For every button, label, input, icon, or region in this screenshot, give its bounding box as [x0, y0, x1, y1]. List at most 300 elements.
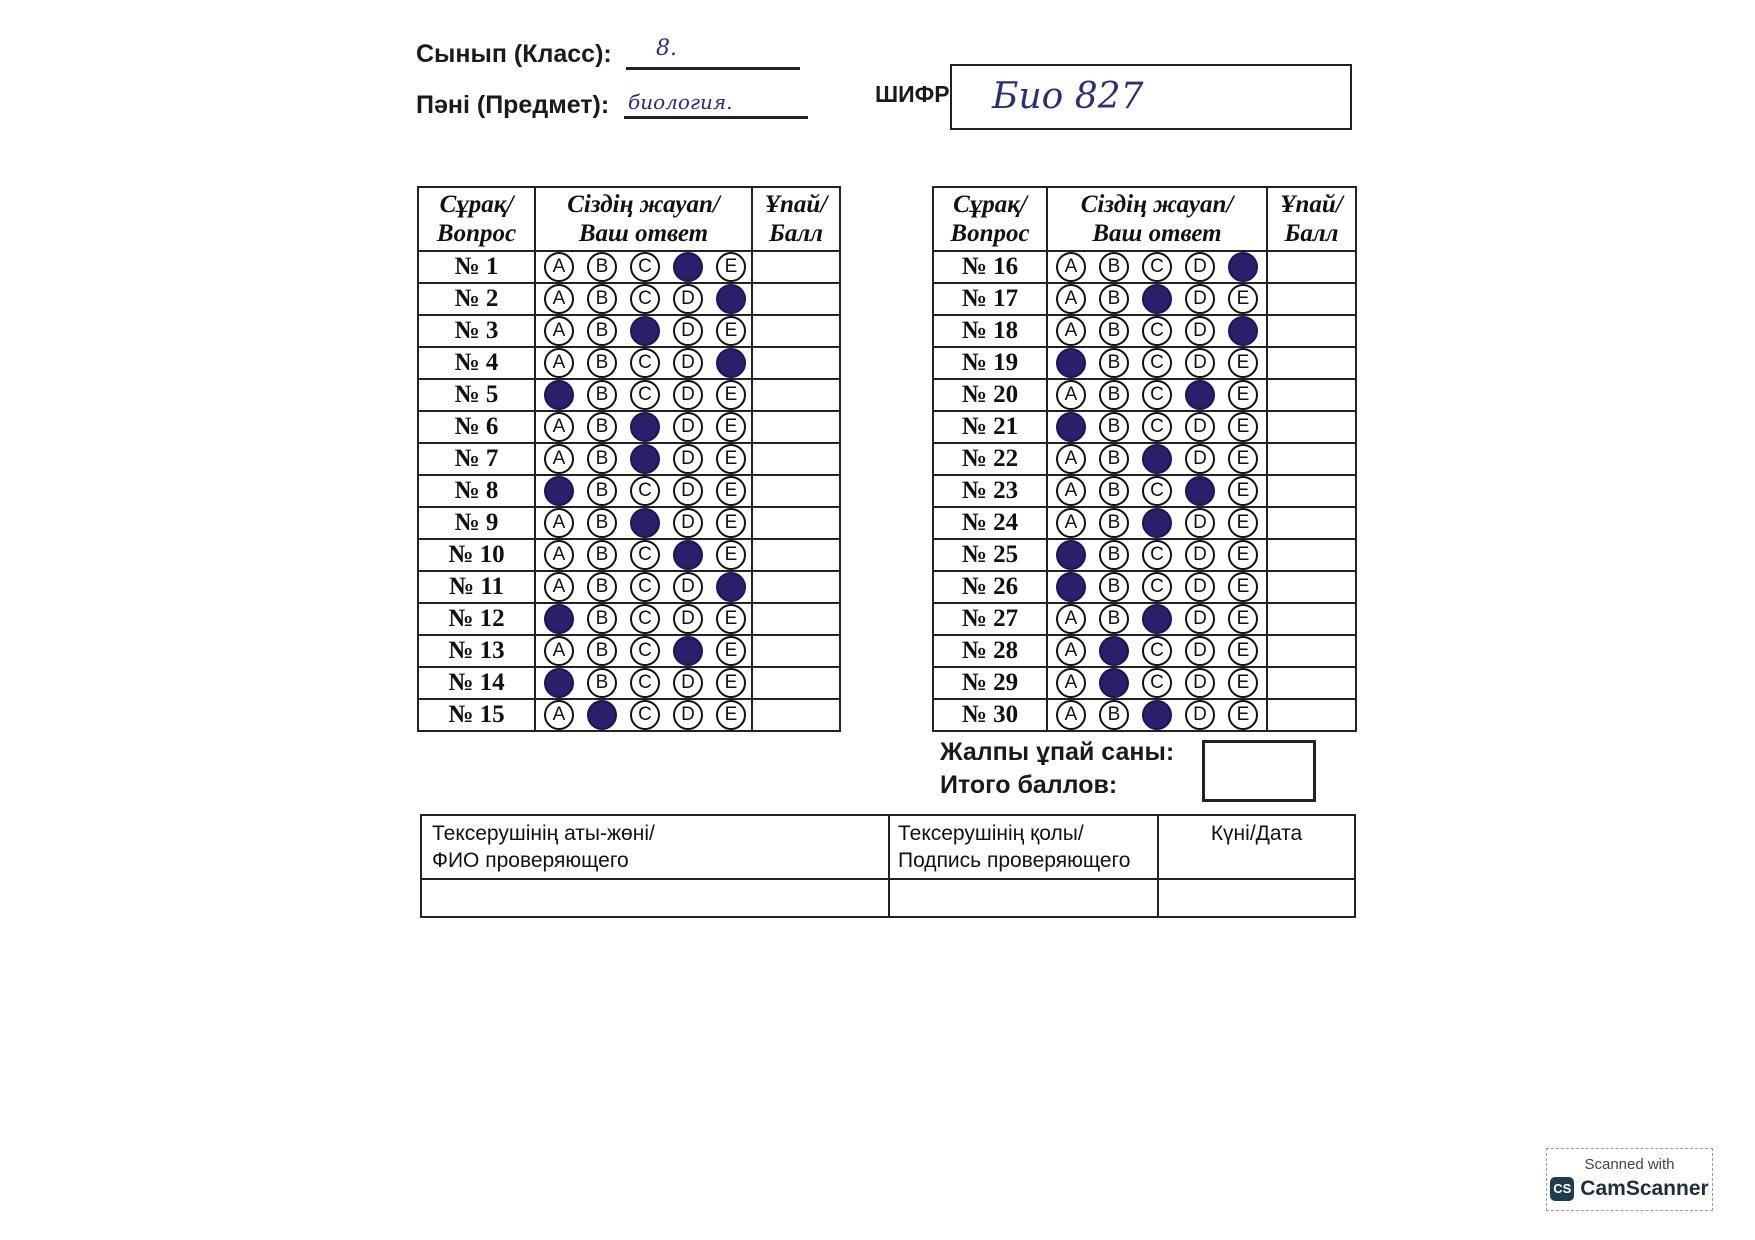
option-bubble-a[interactable]: A: [1056, 348, 1086, 378]
option-bubble-a[interactable]: A: [1056, 284, 1086, 314]
option-bubble-d[interactable]: D: [1185, 700, 1215, 730]
option-bubble-c[interactable]: C: [630, 380, 660, 410]
option-bubble-b[interactable]: B: [587, 668, 617, 698]
option-bubble-c[interactable]: C: [630, 444, 660, 474]
answer-options: [535, 347, 752, 379]
answer-row: [418, 379, 840, 411]
option-bubble-e[interactable]: E: [716, 636, 746, 666]
table-header-row: [418, 187, 840, 251]
option-bubble-c[interactable]: C: [1142, 476, 1172, 506]
question-number: № 4: [418, 347, 535, 379]
option-bubble-a[interactable]: A: [544, 412, 574, 442]
option-bubble-a[interactable]: A: [544, 348, 574, 378]
option-bubble-c[interactable]: C: [630, 252, 660, 282]
answer-options: [535, 475, 752, 507]
answer-row: [418, 443, 840, 475]
option-bubble-d[interactable]: D: [1185, 444, 1215, 474]
option-bubble-d[interactable]: D: [1185, 540, 1215, 570]
answer-row: [933, 699, 1356, 731]
answer-options: [1047, 443, 1267, 475]
subject-label: Пәні (Предмет):: [416, 91, 610, 119]
score-cell[interactable]: [752, 539, 840, 571]
answer-row: [933, 315, 1356, 347]
option-bubble-a[interactable]: A: [1056, 604, 1086, 634]
option-bubble-e[interactable]: E: [716, 444, 746, 474]
question-number: № 3: [418, 315, 535, 347]
option-bubble-d[interactable]: D: [673, 636, 703, 666]
option-bubble-e[interactable]: E: [716, 508, 746, 538]
option-bubble-c[interactable]: C: [630, 476, 660, 506]
watermark-brand: CamScanner: [1580, 1177, 1709, 1200]
option-bubble-c[interactable]: C: [1142, 572, 1172, 602]
option-bubble-a[interactable]: A: [1056, 668, 1086, 698]
answer-options: [1047, 475, 1267, 507]
question-number: № 26: [933, 571, 1047, 603]
option-bubble-d[interactable]: D: [673, 476, 703, 506]
question-number: № 22: [933, 443, 1047, 475]
cipher-label: ШИФР: [875, 81, 950, 107]
option-bubble-b[interactable]: B: [1099, 284, 1129, 314]
answer-row: [933, 379, 1356, 411]
question-number: № 1: [418, 251, 535, 283]
answer-options: [535, 379, 752, 411]
option-bubble-e[interactable]: E: [1228, 412, 1258, 442]
subject-value: биология.: [628, 90, 733, 114]
option-bubble-b[interactable]: B: [1099, 636, 1129, 666]
option-bubble-d[interactable]: D: [1185, 348, 1215, 378]
total-score-label: [940, 736, 1174, 802]
option-bubble-a[interactable]: A: [1056, 476, 1086, 506]
option-bubble-d[interactable]: D: [1185, 476, 1215, 506]
option-bubble-d[interactable]: D: [673, 444, 703, 474]
option-bubble-e[interactable]: E: [1228, 476, 1258, 506]
total-label-kz: Жалпы ұпай саны:: [940, 738, 1175, 766]
question-number: № 6: [418, 411, 535, 443]
score-cell[interactable]: [752, 347, 840, 379]
option-bubble-a[interactable]: A: [544, 604, 574, 634]
reviewer-table: [420, 814, 1356, 918]
option-bubble-d[interactable]: D: [673, 348, 703, 378]
score-cell[interactable]: [752, 571, 840, 603]
reviewer-entry-row: [421, 879, 1355, 917]
option-bubble-a[interactable]: A: [544, 380, 574, 410]
option-bubble-d[interactable]: D: [1185, 316, 1215, 346]
option-bubble-b[interactable]: B: [587, 316, 617, 346]
option-bubble-a[interactable]: A: [544, 540, 574, 570]
option-bubble-d[interactable]: D: [673, 668, 703, 698]
option-bubble-c[interactable]: C: [630, 316, 660, 346]
answer-row: [418, 411, 840, 443]
question-number: № 25: [933, 539, 1047, 571]
option-bubble-d[interactable]: D: [1185, 636, 1215, 666]
option-bubble-c[interactable]: C: [1142, 252, 1172, 282]
score-cell[interactable]: [752, 283, 840, 315]
question-number: № 23: [933, 475, 1047, 507]
option-bubble-e[interactable]: E: [1228, 252, 1258, 282]
option-bubble-b[interactable]: B: [1099, 700, 1129, 730]
score-cell[interactable]: [752, 443, 840, 475]
option-bubble-a[interactable]: A: [544, 636, 574, 666]
answer-row: [418, 251, 840, 283]
reviewer-name-header: Тексерушінің аты-жөні/ ФИО проверяющего: [421, 815, 889, 879]
option-bubble-b[interactable]: B: [587, 412, 617, 442]
option-bubble-a[interactable]: A: [1056, 380, 1086, 410]
option-bubble-b[interactable]: B: [587, 636, 617, 666]
option-bubble-d[interactable]: D: [1185, 252, 1215, 282]
answer-options: [1047, 507, 1267, 539]
option-bubble-b[interactable]: B: [587, 284, 617, 314]
option-bubble-e[interactable]: E: [716, 572, 746, 602]
score-cell[interactable]: [1267, 571, 1356, 603]
answer-options: [1047, 539, 1267, 571]
answer-options: [535, 251, 752, 283]
option-bubble-b[interactable]: B: [587, 604, 617, 634]
question-number: № 13: [418, 635, 535, 667]
answer-options: [535, 539, 752, 571]
score-cell[interactable]: [1267, 283, 1356, 315]
option-bubble-c[interactable]: C: [630, 636, 660, 666]
answer-row: [418, 571, 840, 603]
answer-row: [418, 699, 840, 731]
answer-options: [1047, 667, 1267, 699]
score-cell[interactable]: [1267, 699, 1356, 731]
option-bubble-c[interactable]: C: [1142, 444, 1172, 474]
score-cell[interactable]: [1267, 443, 1356, 475]
answer-options: [1047, 699, 1267, 731]
score-cell[interactable]: [1267, 635, 1356, 667]
option-bubble-c[interactable]: C: [1142, 700, 1172, 730]
option-bubble-a[interactable]: A: [1056, 252, 1086, 282]
answer-options: [1047, 379, 1267, 411]
option-bubble-b[interactable]: B: [587, 540, 617, 570]
option-bubble-c[interactable]: C: [1142, 636, 1172, 666]
option-bubble-c[interactable]: C: [630, 604, 660, 634]
answer-row: [418, 475, 840, 507]
question-header: Сұрақ/ Вопрос: [933, 187, 1047, 251]
option-bubble-b[interactable]: B: [1099, 540, 1129, 570]
answer-options: [535, 315, 752, 347]
question-number: № 28: [933, 635, 1047, 667]
option-bubble-e[interactable]: E: [1228, 380, 1258, 410]
total-score-box: [1202, 740, 1316, 802]
option-bubble-b[interactable]: B: [1099, 572, 1129, 602]
score-cell[interactable]: [1267, 603, 1356, 635]
option-bubble-d[interactable]: D: [1185, 380, 1215, 410]
option-bubble-b[interactable]: B: [587, 348, 617, 378]
option-bubble-c[interactable]: C: [630, 540, 660, 570]
option-bubble-b[interactable]: B: [1099, 668, 1129, 698]
answer-options: [1047, 603, 1267, 635]
option-bubble-a[interactable]: A: [1056, 636, 1086, 666]
question-number: № 2: [418, 283, 535, 315]
option-bubble-d[interactable]: D: [673, 316, 703, 346]
score-cell[interactable]: [752, 603, 840, 635]
option-bubble-c[interactable]: C: [1142, 316, 1172, 346]
answer-row: [933, 507, 1356, 539]
question-number: № 30: [933, 699, 1047, 731]
question-number: № 29: [933, 667, 1047, 699]
option-bubble-c[interactable]: C: [630, 284, 660, 314]
option-bubble-c[interactable]: C: [1142, 668, 1172, 698]
option-bubble-b[interactable]: B: [1099, 604, 1129, 634]
score-cell[interactable]: [752, 251, 840, 283]
camscanner-watermark: [1546, 1148, 1713, 1211]
option-bubble-b[interactable]: B: [1099, 444, 1129, 474]
answer-table-right: [932, 186, 1357, 732]
question-number: № 17: [933, 283, 1047, 315]
answer-row: [418, 315, 840, 347]
class-field: [626, 34, 800, 70]
answer-options: [1047, 571, 1267, 603]
option-bubble-e[interactable]: E: [716, 348, 746, 378]
answer-table-left: [417, 186, 841, 732]
option-bubble-c[interactable]: C: [630, 572, 660, 602]
option-bubble-b[interactable]: B: [1099, 252, 1129, 282]
option-bubble-c[interactable]: C: [1142, 412, 1172, 442]
question-number: № 9: [418, 507, 535, 539]
answer-options: [1047, 315, 1267, 347]
table-header-row: [933, 187, 1356, 251]
option-bubble-a[interactable]: A: [544, 284, 574, 314]
option-bubble-c[interactable]: C: [630, 508, 660, 538]
answer-options: [1047, 347, 1267, 379]
answer-row: [933, 251, 1356, 283]
option-bubble-a[interactable]: A: [1056, 572, 1086, 602]
option-bubble-e[interactable]: E: [716, 252, 746, 282]
answer-row: [418, 603, 840, 635]
option-bubble-e[interactable]: E: [1228, 508, 1258, 538]
date-cell: [1158, 879, 1355, 917]
option-bubble-c[interactable]: C: [1142, 540, 1172, 570]
total-label-ru: Итого баллов:: [940, 771, 1118, 799]
option-bubble-e[interactable]: E: [716, 668, 746, 698]
answer-row: [418, 347, 840, 379]
answer-row: [933, 667, 1356, 699]
answer-row: [418, 635, 840, 667]
option-bubble-c[interactable]: C: [630, 412, 660, 442]
reviewer-signature-header: Тексерушінің қолы/ Подпись проверяющего: [889, 815, 1158, 879]
option-bubble-e[interactable]: E: [716, 284, 746, 314]
option-bubble-d[interactable]: D: [673, 412, 703, 442]
score-cell[interactable]: [752, 699, 840, 731]
option-bubble-d[interactable]: D: [1185, 412, 1215, 442]
question-number: № 11: [418, 571, 535, 603]
option-bubble-a[interactable]: A: [1056, 700, 1086, 730]
reviewer-header-row: [421, 815, 1355, 879]
option-bubble-c[interactable]: C: [1142, 508, 1172, 538]
option-bubble-b[interactable]: B: [1099, 412, 1129, 442]
option-bubble-d[interactable]: D: [673, 540, 703, 570]
score-header: Ұпай/ Балл: [752, 187, 840, 251]
option-bubble-b[interactable]: B: [1099, 380, 1129, 410]
cipher-value: Био 827: [992, 76, 1144, 117]
score-cell[interactable]: [1267, 411, 1356, 443]
option-bubble-a[interactable]: A: [544, 700, 574, 730]
option-bubble-d[interactable]: D: [673, 700, 703, 730]
answer-options: [535, 635, 752, 667]
option-bubble-c[interactable]: C: [1142, 380, 1172, 410]
score-cell[interactable]: [1267, 507, 1356, 539]
option-bubble-a[interactable]: A: [1056, 412, 1086, 442]
option-bubble-a[interactable]: A: [544, 572, 574, 602]
question-number: № 5: [418, 379, 535, 411]
option-bubble-e[interactable]: E: [716, 412, 746, 442]
option-bubble-e[interactable]: E: [1228, 316, 1258, 346]
cipher-box: [950, 64, 1352, 130]
option-bubble-d[interactable]: D: [1185, 572, 1215, 602]
score-cell[interactable]: [1267, 667, 1356, 699]
option-bubble-c[interactable]: C: [1142, 348, 1172, 378]
answer-row: [418, 507, 840, 539]
option-bubble-d[interactable]: D: [1185, 668, 1215, 698]
option-bubble-b[interactable]: B: [587, 508, 617, 538]
option-bubble-c[interactable]: C: [1142, 284, 1172, 314]
question-number: № 20: [933, 379, 1047, 411]
option-bubble-d[interactable]: D: [673, 572, 703, 602]
question-number: № 27: [933, 603, 1047, 635]
option-bubble-c[interactable]: C: [630, 668, 660, 698]
option-bubble-a[interactable]: A: [544, 476, 574, 506]
option-bubble-e[interactable]: E: [716, 380, 746, 410]
watermark-brand-row: [1547, 1177, 1712, 1201]
answer-row: [933, 411, 1356, 443]
option-bubble-e[interactable]: E: [1228, 348, 1258, 378]
score-cell[interactable]: [1267, 379, 1356, 411]
class-label: Сынып (Класс):: [416, 40, 612, 68]
option-bubble-e[interactable]: E: [1228, 700, 1258, 730]
option-bubble-d[interactable]: D: [673, 252, 703, 282]
answer-options: [535, 667, 752, 699]
score-cell[interactable]: [752, 507, 840, 539]
option-bubble-c[interactable]: C: [630, 700, 660, 730]
score-cell[interactable]: [1267, 347, 1356, 379]
answer-row: [933, 443, 1356, 475]
answer-options: [535, 411, 752, 443]
question-number: № 15: [418, 699, 535, 731]
reviewer-signature-cell: [889, 879, 1158, 917]
subject-field: [624, 84, 808, 119]
option-bubble-b[interactable]: B: [1099, 508, 1129, 538]
option-bubble-a[interactable]: A: [544, 252, 574, 282]
question-number: № 18: [933, 315, 1047, 347]
answer-header: Сіздің жауап/ Ваш ответ: [1047, 187, 1267, 251]
option-bubble-e[interactable]: E: [716, 700, 746, 730]
option-bubble-b[interactable]: B: [587, 572, 617, 602]
answer-options: [1047, 635, 1267, 667]
option-bubble-b[interactable]: B: [587, 380, 617, 410]
score-cell[interactable]: [752, 411, 840, 443]
reviewer-name-cell: [421, 879, 889, 917]
option-bubble-e[interactable]: E: [716, 316, 746, 346]
option-bubble-b[interactable]: B: [1099, 348, 1129, 378]
answer-options: [1047, 411, 1267, 443]
option-bubble-a[interactable]: A: [1056, 316, 1086, 346]
option-bubble-b[interactable]: B: [587, 700, 617, 730]
question-number: № 21: [933, 411, 1047, 443]
option-bubble-e[interactable]: E: [716, 476, 746, 506]
answer-row: [933, 347, 1356, 379]
option-bubble-d[interactable]: D: [1185, 508, 1215, 538]
option-bubble-b[interactable]: B: [1099, 316, 1129, 346]
option-bubble-e[interactable]: E: [1228, 668, 1258, 698]
answer-row: [933, 635, 1356, 667]
score-cell[interactable]: [1267, 251, 1356, 283]
option-bubble-a[interactable]: A: [1056, 508, 1086, 538]
answer-row: [418, 667, 840, 699]
option-bubble-e[interactable]: E: [1228, 572, 1258, 602]
option-bubble-d[interactable]: D: [673, 380, 703, 410]
option-bubble-d[interactable]: D: [673, 604, 703, 634]
option-bubble-a[interactable]: A: [544, 508, 574, 538]
option-bubble-a[interactable]: A: [544, 316, 574, 346]
answer-options: [535, 443, 752, 475]
answer-row: [418, 283, 840, 315]
question-header: Сұрақ/ Вопрос: [418, 187, 535, 251]
answer-options: [535, 507, 752, 539]
question-number: № 14: [418, 667, 535, 699]
option-bubble-a[interactable]: A: [544, 444, 574, 474]
score-cell[interactable]: [752, 635, 840, 667]
score-cell[interactable]: [752, 379, 840, 411]
option-bubble-e[interactable]: E: [716, 604, 746, 634]
answer-row: [933, 539, 1356, 571]
option-bubble-e[interactable]: E: [1228, 444, 1258, 474]
score-cell[interactable]: [752, 315, 840, 347]
option-bubble-b[interactable]: B: [587, 476, 617, 506]
option-bubble-d[interactable]: D: [673, 508, 703, 538]
date-header: Күні/Дата: [1158, 815, 1355, 879]
answer-row: [933, 603, 1356, 635]
score-cell[interactable]: [752, 667, 840, 699]
option-bubble-c[interactable]: C: [1142, 604, 1172, 634]
question-number: № 24: [933, 507, 1047, 539]
answer-row: [933, 283, 1356, 315]
option-bubble-e[interactable]: E: [716, 540, 746, 570]
score-cell[interactable]: [1267, 475, 1356, 507]
answer-options: [535, 699, 752, 731]
question-number: № 8: [418, 475, 535, 507]
question-number: № 10: [418, 539, 535, 571]
score-cell[interactable]: [1267, 315, 1356, 347]
option-bubble-b[interactable]: B: [587, 444, 617, 474]
answer-row: [933, 475, 1356, 507]
answer-options: [1047, 283, 1267, 315]
option-bubble-e[interactable]: E: [1228, 636, 1258, 666]
option-bubble-a[interactable]: A: [1056, 540, 1086, 570]
option-bubble-d[interactable]: D: [1185, 284, 1215, 314]
option-bubble-e[interactable]: E: [1228, 284, 1258, 314]
option-bubble-c[interactable]: C: [630, 348, 660, 378]
option-bubble-e[interactable]: E: [1228, 540, 1258, 570]
option-bubble-e[interactable]: E: [1228, 604, 1258, 634]
option-bubble-d[interactable]: D: [1185, 604, 1215, 634]
answer-options: [1047, 251, 1267, 283]
option-bubble-b[interactable]: B: [1099, 476, 1129, 506]
watermark-top-text: Scanned with: [1584, 1156, 1675, 1173]
option-bubble-d[interactable]: D: [673, 284, 703, 314]
option-bubble-a[interactable]: A: [1056, 444, 1086, 474]
answer-header: Сіздің жауап/ Ваш ответ: [535, 187, 752, 251]
score-header: Ұпай/ Балл: [1267, 187, 1356, 251]
option-bubble-b[interactable]: B: [587, 252, 617, 282]
score-cell[interactable]: [752, 475, 840, 507]
answer-options: [535, 283, 752, 315]
score-cell[interactable]: [1267, 539, 1356, 571]
answer-options: [535, 571, 752, 603]
answer-row: [933, 571, 1356, 603]
question-number: № 16: [933, 251, 1047, 283]
option-bubble-a[interactable]: A: [544, 668, 574, 698]
